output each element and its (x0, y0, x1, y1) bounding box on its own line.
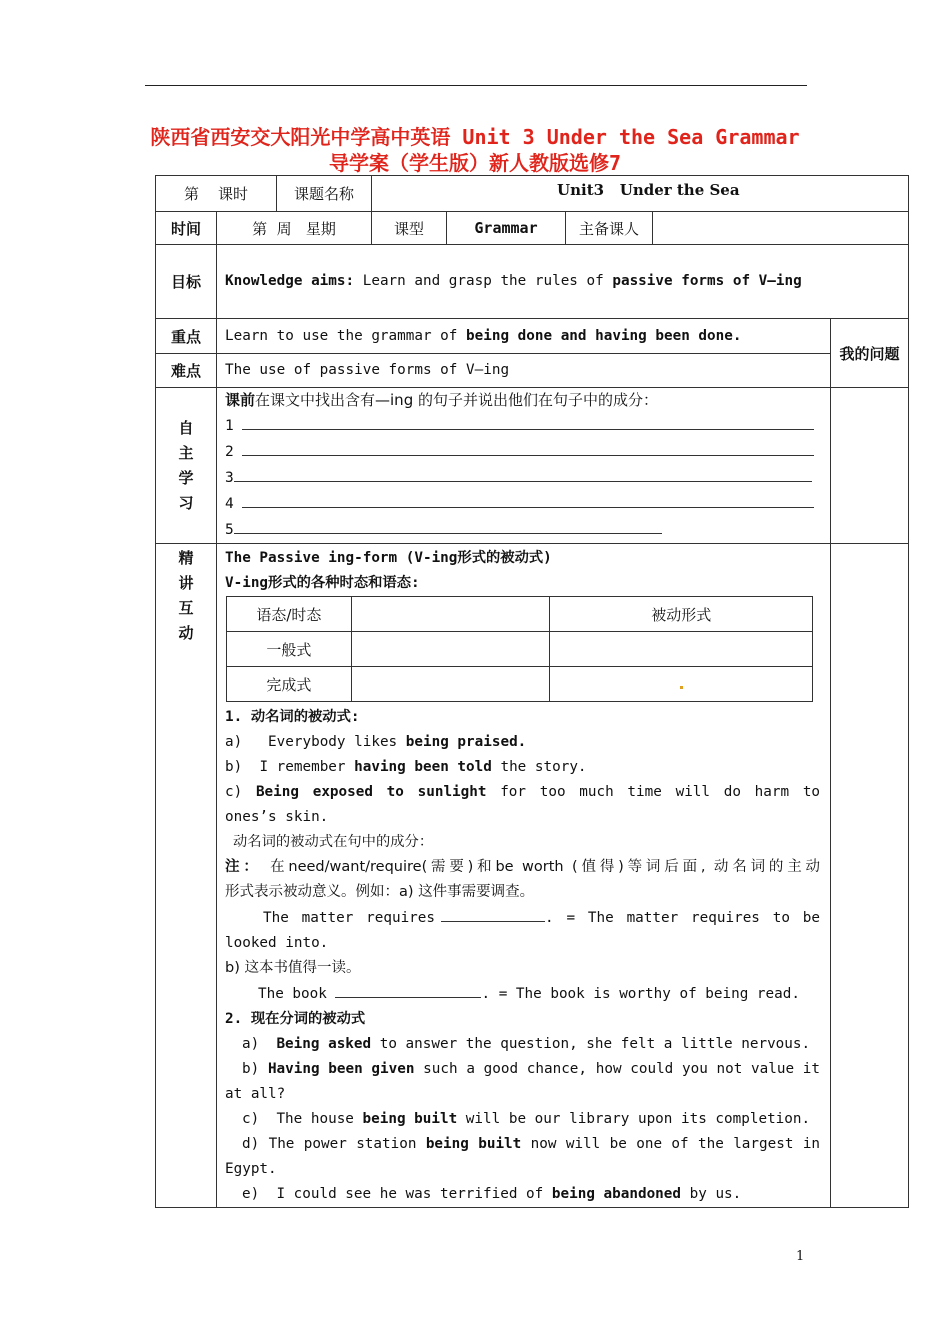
self-study-intro-bold: 课前 (225, 391, 256, 409)
sec2-example-b-cont: at all? (225, 1086, 286, 1102)
forms-header-voice-tense: 语态/时态 (227, 597, 352, 632)
lecture-label (156, 544, 217, 1208)
example2-title: b) 这本书值得一读。 (225, 960, 361, 976)
topic-name-label: 课题名称 (277, 176, 372, 212)
blank[interactable] (242, 439, 814, 456)
goal-cell (217, 245, 909, 319)
forms-cell[interactable] (351, 632, 550, 667)
lesson-plan-table (155, 175, 909, 1208)
self-study-char: 主 (178, 443, 194, 462)
answer-number: 2 (225, 444, 234, 460)
goal-mid: Learn and grasp the rules of (354, 273, 613, 289)
difficulty-label: 难点 (156, 354, 217, 388)
example2-line (225, 981, 820, 1007)
example-label: b) (225, 759, 243, 775)
goal-label: 目标 (156, 245, 217, 319)
lecture-char: 讲 (178, 574, 194, 592)
key-point-label: 重点 (156, 319, 217, 354)
example-text: The book (258, 986, 327, 1002)
example-bold: Being exposed to sunlight (255, 784, 487, 800)
key-text-a: Learn to use the grammar of (225, 327, 467, 344)
sec2-example-e (225, 1182, 820, 1207)
answer-line-3 (225, 465, 822, 491)
page-title-line1: 陕西省西安交大阳光中学高中英语 Unit 3 Under the Sea Grammar (150, 125, 800, 149)
preparer-value (653, 212, 909, 245)
example-bold: having been told (354, 759, 492, 775)
self-study-cell (217, 388, 831, 544)
answer-number: 4 (225, 496, 234, 512)
note-line-2: 形式表示被动意义。例如：a) 这件事需要调查。 (225, 884, 535, 900)
blank[interactable] (242, 491, 814, 508)
answer-number: 1 (225, 418, 234, 434)
example-text: to answer the question, she felt a little nervous. (371, 1036, 811, 1052)
sec2-example-a (225, 1032, 820, 1057)
topic-name-value-cell (372, 176, 909, 212)
example-text: such a good chance, how could you not value it (414, 1061, 821, 1077)
example-label: a) (242, 1036, 260, 1052)
answer-number: 3 (225, 470, 234, 486)
difficulty-cell (217, 354, 831, 388)
forms-table (226, 596, 813, 702)
example-bold: being praised. (405, 734, 527, 750)
lecture-cell (217, 544, 831, 1208)
key-text-b: being done and having been done. (466, 327, 742, 344)
example-text: The matter requires (263, 910, 436, 926)
answer-number: 5 (225, 522, 234, 538)
forms-cell[interactable] (550, 667, 813, 702)
example-label: c) (225, 784, 243, 800)
self-study-char: 学 (178, 468, 194, 487)
example-bold: being abandoned (551, 1186, 682, 1202)
sec2-example-c (225, 1107, 820, 1132)
blank[interactable] (234, 517, 662, 534)
lecture-heading-1: The Passive ing-form (V-ing形式的被动式) (225, 550, 552, 566)
note-text: 在need/want/require(需要)和be worth (值得)等词后面, 动名词的主动 (270, 859, 821, 875)
self-study-label (156, 388, 217, 544)
lesson-type-label: 课型 (372, 212, 447, 245)
answer-line-4 (225, 491, 822, 517)
example1-line (225, 905, 820, 931)
answer-line-2 (225, 439, 822, 465)
blank[interactable] (242, 413, 814, 430)
self-study-notes (831, 388, 909, 544)
lecture-notes (831, 544, 909, 1208)
example-label: e) (242, 1186, 260, 1202)
difficulty-text: The use of passive forms of V–ing (225, 362, 510, 378)
goal-bold: passive forms of V–ing (612, 273, 802, 289)
self-study-intro (225, 388, 822, 413)
self-study-char: 习 (178, 493, 194, 512)
example-text: . = The book is worthy of being read. (481, 986, 800, 1002)
section2-title: 2. 现在分词的被动式 (225, 1011, 366, 1027)
note-label: 注： (225, 859, 262, 875)
preparer-label: 主备课人 (566, 212, 653, 245)
time-label: 时间 (156, 212, 217, 245)
blank[interactable] (234, 465, 812, 482)
example-text: I remember (259, 759, 355, 775)
forms-cell[interactable] (351, 667, 550, 702)
page-title-line2: 导学案（学生版）新人教版选修7 (328, 151, 622, 175)
example-text: I could see he was terrified of (276, 1186, 552, 1202)
lesson-type-value: Grammar (447, 212, 566, 245)
section1-title: 1. 动名词的被动式: (225, 709, 360, 725)
example-bold: Being asked (276, 1036, 372, 1052)
self-study-intro-rest: 在课文中找出含有—ing 的句子并说出他们在句子中的成分： (255, 391, 658, 409)
example-text: by us. (681, 1186, 742, 1202)
sec2-example-d-cont: Egypt. (225, 1161, 277, 1177)
week-day-cell: 第 周 星期 (217, 212, 372, 245)
key-point-cell (217, 319, 831, 354)
example-text: Everybody likes (268, 734, 406, 750)
example-label: c) (242, 1111, 260, 1127)
sec1-example-c (225, 780, 820, 805)
example-label: b) (242, 1061, 260, 1077)
speck (680, 686, 683, 689)
goal-prefix: Knowledge aims: (225, 273, 355, 289)
note-line-1 (225, 855, 820, 880)
sec1-example-b (225, 755, 820, 780)
example-text: for too much time will do harm to (486, 784, 821, 800)
example-label: a) (225, 734, 243, 750)
lecture-char: 精 (178, 549, 194, 567)
example-bold: Having been given (267, 1061, 415, 1077)
forms-header-empty (351, 597, 550, 632)
sec1-example-a (225, 730, 820, 755)
example-text: . = The matter requires to be (545, 910, 821, 926)
example-text: the story. (491, 759, 587, 775)
example-bold: being built (425, 1136, 522, 1152)
example-text: The power station (268, 1136, 426, 1152)
sec2-example-d (225, 1132, 820, 1157)
example1-cont: looked into. (225, 935, 329, 951)
top-rule (145, 85, 807, 86)
answer-line-1 (225, 413, 822, 439)
blank[interactable] (335, 981, 481, 998)
answer-line-5 (225, 517, 822, 543)
my-question-label: 我的问题 (831, 319, 909, 388)
sec2-example-b (225, 1057, 820, 1082)
forms-cell[interactable] (550, 632, 813, 667)
forms-row-perfect: 完成式 (227, 667, 352, 702)
sec1-role-prompt: 动名词的被动式在句中的成分： (233, 834, 434, 850)
example-label: d) (242, 1136, 260, 1152)
forms-row-simple: 一般式 (227, 632, 352, 667)
lesson-period-cell: 第 课时 (156, 176, 277, 212)
page-number: 1 (796, 1249, 805, 1264)
example-text: now will be one of the largest in (521, 1136, 821, 1152)
example-text: will be our library upon its completion. (457, 1111, 811, 1127)
example-text: The house (276, 1111, 363, 1127)
forms-header-passive: 被动形式 (550, 597, 813, 632)
sec1-example-c-cont: ones’s skin. (225, 809, 329, 825)
topic-name-value: Unit3 Under the Sea (557, 181, 740, 199)
lecture-char: 互 (178, 599, 194, 617)
lecture-char: 动 (178, 624, 194, 642)
blank[interactable] (441, 905, 545, 922)
self-study-char: 自 (178, 418, 194, 437)
lecture-heading-2: V-ing形式的各种时态和语态: (225, 575, 420, 591)
example-bold: being built (362, 1111, 458, 1127)
